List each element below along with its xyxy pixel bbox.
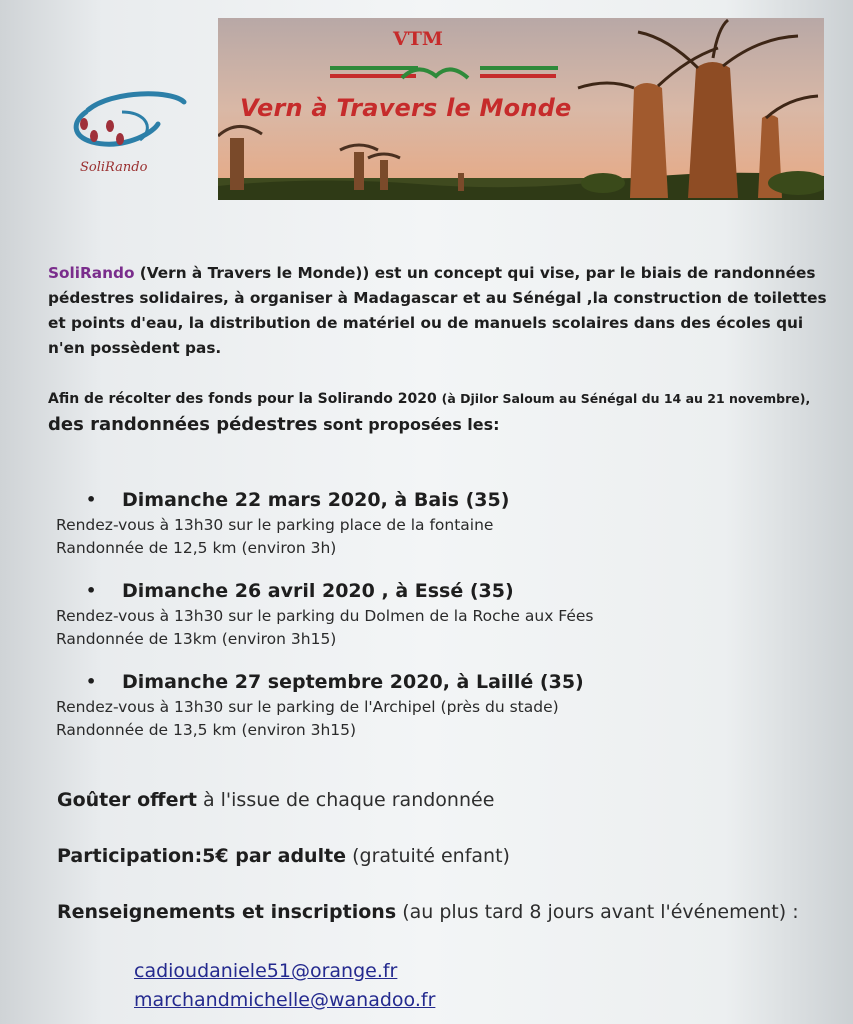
contact-bold: Renseignements et inscriptions [57,901,397,923]
appeal-part3: des randonnées pédestres [48,414,318,435]
logo-caption: SoliRando [80,160,148,175]
email-list [134,957,435,1015]
list-item [56,486,836,560]
event-meeting: Rendez-vous à 13h30 sur le parking de l'Archipel (près du stade) [56,698,559,716]
bullet-icon: • [86,581,97,600]
event-meeting: Rendez-vous à 13h30 sur le parking du Dolmen de la Roche aux Fées [56,607,594,625]
event-title: Dimanche 22 mars 2020, à Bais (35) [122,489,510,511]
snack-bold: Goûter offert [57,789,197,811]
intro-name: SoliRando [48,264,135,282]
appeal-part1: Afin de récolter des fonds pour la Solirando 2020 [48,391,442,407]
intro-text: (Vern à Travers le Monde)) est un concept qui vise, par le biais de randonnées pédestres solidaires, à organiser à Madagascar et au Sénégal ,la construction de toilettes et points d'eau, la distribution de matériel ou de manuels scolaires dans des écoles qui n'en possèdent pas. [48,264,827,357]
snack-rest: à l'issue de chaque randonnée [196,789,495,811]
appeal-part4: sont proposées les: [317,415,500,434]
banner [218,18,824,200]
event-hike: Randonnée de 13km (environ 3h15) [56,630,337,648]
contact-rest: (au plus tard 8 jours avant l'événement) : [396,901,799,923]
bullet-icon: • [86,672,97,691]
banner-title: Vern à Travers le Monde [240,94,572,122]
fee-line [57,842,827,870]
email-link[interactable]: marchandmichelle@wanadoo.fr [134,989,436,1011]
fee-rest: (gratuité enfant) [346,845,510,867]
list-item [56,577,836,651]
events-list [56,486,836,759]
fee-bold: Participation:5€ par adulte [57,845,347,867]
list-item [56,668,836,742]
intro-paragraph [48,261,838,361]
event-meeting: Rendez-vous à 13h30 sur le parking place de la fontaine [56,516,494,534]
event-hike: Randonnée de 12,5 km (environ 3h) [56,539,337,557]
event-title: Dimanche 26 avril 2020 , à Essé (35) [122,580,514,602]
appeal-paragraph [48,385,838,439]
contact-line [57,898,827,926]
banner-acronym: VTM [393,28,443,50]
snack-line [57,786,827,814]
event-hike: Randonnée de 13,5 km (environ 3h15) [56,721,357,739]
email-link[interactable]: cadioudaniele51@orange.fr [134,960,398,982]
bullet-icon: • [86,490,97,509]
appeal-part2: (à Djilor Saloum au Sénégal du 14 au 21 novembre), [441,391,811,406]
event-title: Dimanche 27 septembre 2020, à Laillé (35) [122,671,584,693]
